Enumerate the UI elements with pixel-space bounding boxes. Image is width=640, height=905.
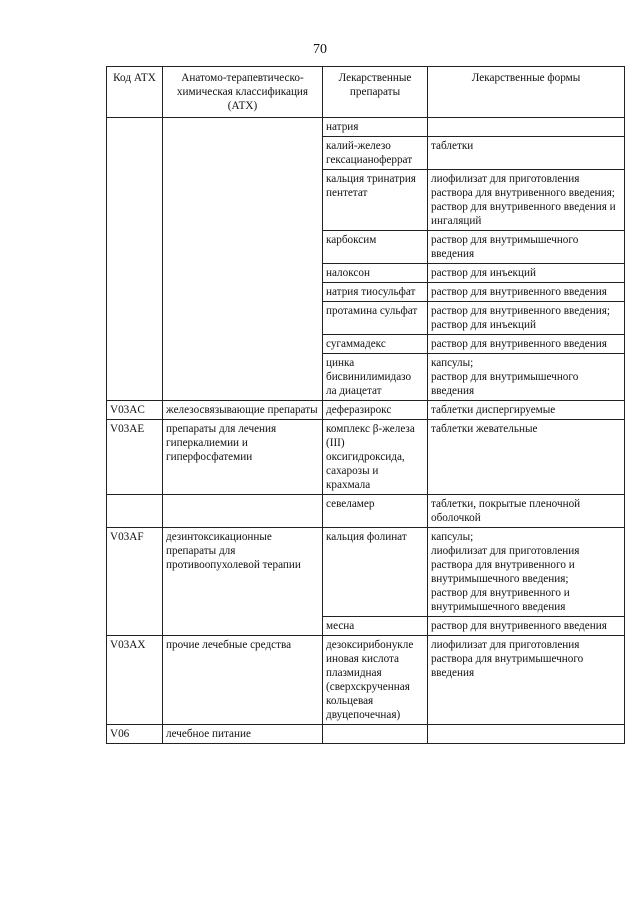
form-line: таблетки диспергируемые — [431, 404, 556, 416]
form-line: раствор для инъекций — [431, 267, 536, 279]
code-cell: V03AX — [107, 636, 163, 725]
forms-cell — [428, 617, 625, 636]
forms-cell — [428, 170, 625, 231]
forms-cell — [428, 354, 625, 401]
atc-cell: лечебное питание — [163, 725, 323, 744]
forms-cell — [428, 636, 625, 725]
header-atc-classification: Анатомо-терапевтическо-химическая классификация (АТХ) — [163, 67, 323, 118]
form-line: раствор для внутримышечного введения — [431, 371, 579, 397]
forms-cell — [428, 283, 625, 302]
forms-cell — [428, 401, 625, 420]
forms-cell — [428, 528, 625, 617]
atc-cell: прочие лечебные средства — [163, 636, 323, 725]
forms-cell — [428, 420, 625, 495]
form-line: раствор для внутривенного введения и ингаляций — [431, 201, 616, 227]
forms-cell — [428, 137, 625, 170]
drug-cell: налоксон — [323, 264, 428, 283]
atc-cell: железосвязывающие препараты — [163, 401, 323, 420]
forms-cell — [428, 302, 625, 335]
atc-cell: препараты для лечения гиперкалиемии и гиперфосфатемии — [163, 420, 323, 495]
header-code: Код АТХ — [107, 67, 163, 118]
atc-cell: дезинтоксикационные препараты для противоопухолевой терапии — [163, 528, 323, 636]
code-cell: V03AC — [107, 401, 163, 420]
form-line: раствор для внутривенного введения; — [431, 305, 610, 317]
drug-cell: месна — [323, 617, 428, 636]
drug-cell: протамина сульфат — [323, 302, 428, 335]
drug-cell: сугаммадекс — [323, 335, 428, 354]
form-line: таблетки жевательные — [431, 423, 538, 435]
header-drugs: Лекарственные препараты — [323, 67, 428, 118]
forms-cell — [428, 495, 625, 528]
form-line: раствор для инъекций — [431, 319, 536, 331]
table-header-row — [107, 67, 625, 118]
forms-cell — [428, 231, 625, 264]
form-line: раствор для внутримышечного введения — [431, 234, 579, 260]
table-row — [107, 528, 625, 617]
forms-cell — [428, 725, 625, 744]
drug-cell: натрия — [323, 118, 428, 137]
drug-cell: кальция фолинат — [323, 528, 428, 617]
atc-table — [106, 66, 625, 744]
form-line: раствор для внутривенного введения — [431, 620, 607, 632]
code-cell: V03AF — [107, 528, 163, 636]
form-line: раствор для внутривенного и внутримышечного введения — [431, 587, 570, 613]
form-line: таблетки, покрытые пленочной оболочкой — [431, 498, 581, 524]
table-row — [107, 636, 625, 725]
form-line: таблетки — [431, 140, 474, 152]
drug-cell: севеламер — [323, 495, 428, 528]
form-line: лиофилизат для приготовления раствора для внутривенного введения; — [431, 173, 615, 199]
form-line: капсулы; — [431, 357, 474, 369]
drug-cell: цинка бисвинилимидазо ла диацетат — [323, 354, 428, 401]
code-cell — [107, 118, 163, 401]
form-line: капсулы; — [431, 531, 474, 543]
drug-cell: калий-железо гексацианоферрат — [323, 137, 428, 170]
atc-cell — [163, 495, 323, 528]
forms-cell — [428, 118, 625, 137]
form-line: раствор для внутривенного введения — [431, 338, 607, 350]
form-line: лиофилизат для приготовления раствора для внутримышечного введения — [431, 639, 584, 679]
code-cell — [107, 495, 163, 528]
code-cell: V06 — [107, 725, 163, 744]
drug-cell: комплекс β-железа (III) оксигидроксида, сахарозы и крахмала — [323, 420, 428, 495]
drug-cell: натрия тиосульфат — [323, 283, 428, 302]
drug-cell — [323, 725, 428, 744]
code-cell: V03AE — [107, 420, 163, 495]
table-row — [107, 725, 625, 744]
page-number: 70 — [313, 42, 327, 57]
form-line: раствор для внутривенного введения — [431, 286, 607, 298]
drug-cell: карбоксим — [323, 231, 428, 264]
drug-cell: деферазирокс — [323, 401, 428, 420]
atc-cell — [163, 118, 323, 401]
forms-cell — [428, 335, 625, 354]
drug-cell: дезоксирибонукле иновая кислота плазмидная (сверхскрученная кольцевая двуцепочечная) — [323, 636, 428, 725]
header-dosage-forms: Лекарственные формы — [428, 67, 625, 118]
table-row — [107, 495, 625, 528]
form-line: лиофилизат для приготовления раствора для внутривенного и внутримышечного введения; — [431, 545, 580, 585]
drug-cell: кальция тринатрия пентетат — [323, 170, 428, 231]
table-row — [107, 420, 625, 495]
table-row — [107, 118, 625, 137]
forms-cell — [428, 264, 625, 283]
table-row — [107, 401, 625, 420]
